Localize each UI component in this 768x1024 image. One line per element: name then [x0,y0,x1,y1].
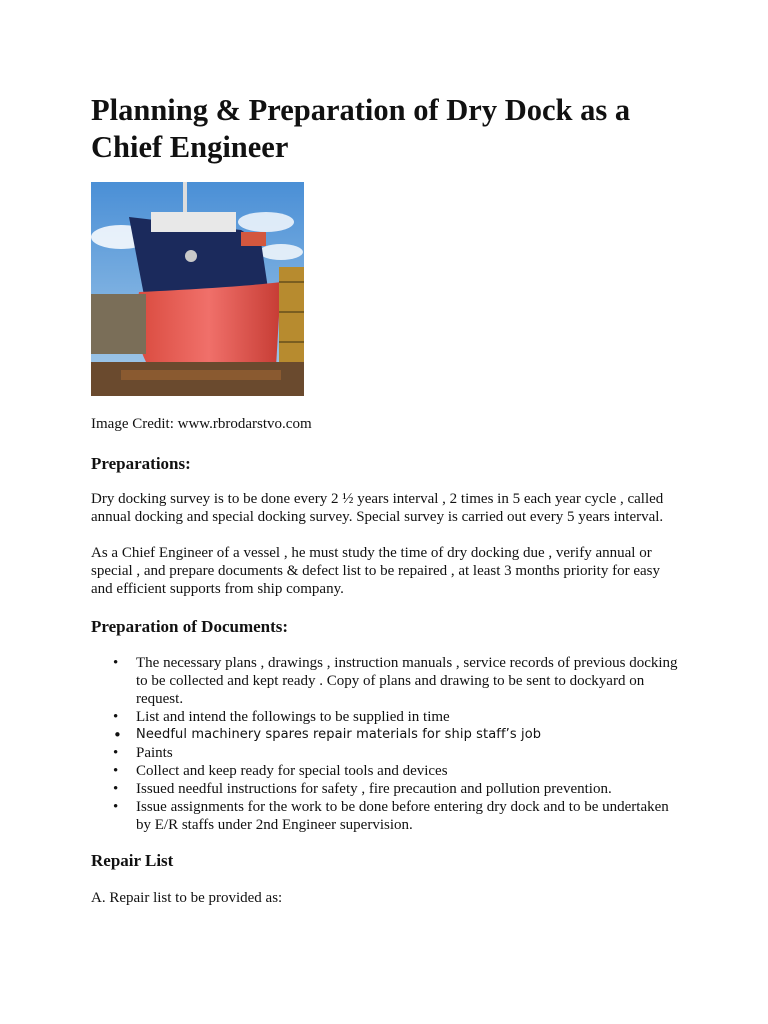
repair-paragraph-1: A. Repair list to be provided as: [91,890,283,906]
list-item: • Paints [91,744,681,762]
ship-image [91,182,304,396]
documents-list [91,654,681,834]
preparations-paragraph-1: Dry docking survey is to be done every 2 ½ years interval , 2 times in 5 each year cycle , called annual docking and special docking survey. Special survey is carried out every 5 years interval. [91,491,664,525]
heading-preparations: Preparations: [91,454,191,473]
preparations-paragraph-2: As a Chief Engineer of a vessel , he must study the time of dry docking due , verify annual or special , and prepare documents & defect list to be repaired , at least 3 months priority for easy and efficient supports from ship company. [91,545,660,597]
list-item: • Collect and keep ready for special tools and devices [91,762,681,780]
list-item: • List and intend the followings to be supplied in time [91,708,681,726]
list-item: • Issue assignments for the work to be done before entering dry dock and to be undertaken by E/R staffs under 2nd Engineer supervision. [91,798,681,834]
heading-preparation-of-documents: Preparation of Documents: [91,617,289,636]
list-item: • Issued needful instructions for safety , fire precaution and pollution prevention. [91,780,681,798]
list-item: • Needful machinery spares repair materials for ship staff’s job [91,726,681,744]
heading-repair-list: Repair List [91,851,174,870]
list-item: • The necessary plans , drawings , instruction manuals , service records of previous docking to be collected and kept ready . Copy of plans and drawing to be sent to dockyard on request. [91,654,681,708]
image-credit: Image Credit: www.rbrodarstvo.com [91,416,312,432]
ship-drydock-photo [91,182,304,396]
page-title: Planning & Preparation of Dry Dock as a Chief Engineer [91,93,631,164]
